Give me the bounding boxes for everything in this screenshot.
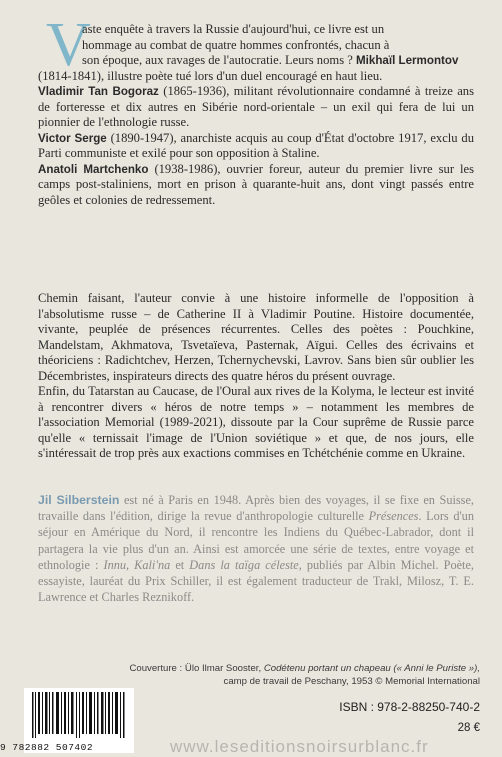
work-title-3: Dans la taïga céleste	[189, 557, 299, 572]
review-title: Présences	[368, 509, 419, 524]
name-martchenko: Anatoli Martchenko	[38, 162, 149, 176]
bogoraz-entry: Vladimir Tan Bogoraz (1865-1936), militant révolutionnaire condamné à treize ans de forteresse et dix autres en Sibérie nord-orientale – un exil qui fera de lui un pionnier de l'ethnologie russe.	[38, 84, 474, 129]
intro-line-3: son époque, aux ravages de l'autocratie. Leurs noms ? Mikhaïl Lermontov	[82, 53, 459, 67]
cover-credit	[50, 662, 480, 688]
publisher-website[interactable]: www.leseditionsnoirsurblanc.fr	[170, 737, 429, 756]
isbn: ISBN : 978-2-88250-740-2	[339, 700, 480, 714]
martchenko-entry: Anatoli Martchenko (1938-1986), ouvrier foreur, auteur du premier livre sur les camps post-staliniens, mort en prison à quarante-huit ans, dont vingt passés entre geôles et colonies de redressement.	[38, 161, 474, 207]
drop-cap: V	[46, 11, 91, 79]
intro-line-2: hommage au combat de quatre hommes confrontés, chacun à	[82, 37, 390, 52]
author-bio: Jil Silberstein est né à Paris en 1948. Après bien des voyages, il se fixe en Suisse, travaille dans l'édition, dirige la revue d'anthropologie culturelle Présences. Lors d'un séjour en Amérique du Nord, il rencontre les Indiens du Québec-Labrador, dont il partagera la vie plus d'un an. Ainsi est amorcée une série de textes, entre voyage et ethnologie : Innu, Kali'na et Dans la taïga céleste, publiés par Albin Michel. Poète, essayiste, lauréat du Prix Schiller, il est également traducteur de Trakl, Milosz, T. E. Lawrence et Charles Reznikoff.	[38, 493, 475, 605]
history-paragraph-2: Enfin, du Tatarstan au Caucase, de l'Oural aux rives de la Kolyma, le lecteur est invité à rencontrer divers « héros de notre temps » – notamment les membres de l'association Memorial (1989-2021), dissoute par la Cour suprême de Russie parce qu'elle « ternissait l'image de l'Union soviétique » et que, de nos jours, elle s'intéressait de trop près aux exactions commises en Tchétchénie comme en Ukraine.	[38, 384, 474, 460]
credit-line-1: Couverture : Ülo Ilmar Sooster, Codétenu portant un chapeau (« Anni le Puriste »),	[129, 663, 480, 674]
lermontov-description: (1814-1841), illustre poète tué lors d'un duel encouragé en haut lieu.	[38, 68, 383, 83]
serge-entry: Victor Serge (1890-1947), anarchiste acquis au coup d'État d'octobre 1917, exclu du Parti communiste et exilé pour son opposition à Staline.	[38, 130, 475, 160]
name-serge: Victor Serge	[38, 131, 107, 145]
works-titles: Innu, Kali'na	[103, 557, 171, 572]
history-section	[38, 291, 474, 462]
name-bogoraz: Vladimir Tan Bogoraz	[38, 85, 159, 98]
name-lermontov: Mikhaïl Lermontov	[356, 54, 459, 67]
barcode-bars-icon	[30, 692, 130, 738]
intro-paragraph	[38, 22, 474, 208]
author-name: Jil Silberstein	[38, 493, 120, 507]
history-paragraph-1: Chemin faisant, l'auteur convie à une histoire informelle de l'opposition à l'absolutisme russe – de Catherine II à Vladimir Poutine. Histoire documentée, vivante, peuplée de présences récurrentes. Celles des poètes : Pouchkine, Mandelstam, Akhmatova, Tsvetaïeva, Pasternak, Aïgui. Celles des écrivains et théoriciens : Radichtchev, Herzen, Tchernychevski, Lavrov. Sans bien sûr oublier les Décembristes, inspirateurs directs des quatre héros du présent ouvrage.	[38, 291, 474, 383]
intro-line-1: aste enquête à travers la Russie d'aujourd'hui, ce livre est un	[82, 22, 385, 36]
price: 28 €	[457, 722, 480, 734]
barcode-number: 9 782882 507402	[0, 742, 94, 753]
credit-line-2: camp de travail de Peschany, 1953 © Memorial International	[223, 676, 480, 687]
